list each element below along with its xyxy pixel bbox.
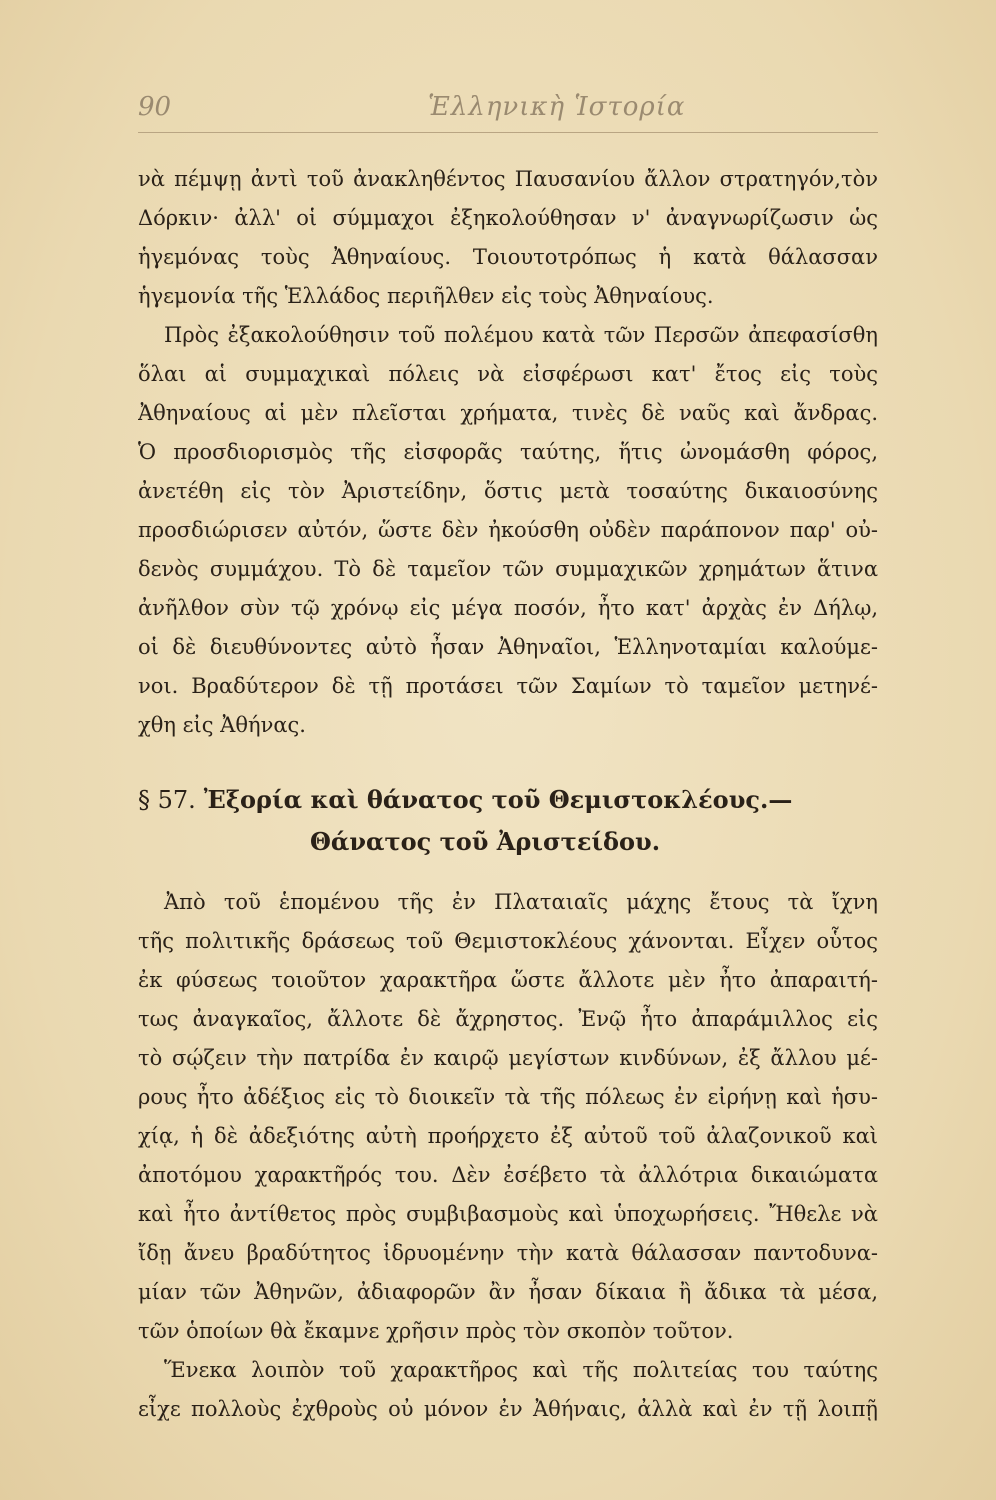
paragraph-4 xyxy=(138,1351,878,1429)
text-line: τῆς πολιτικῆς δράσεως τοῦ Θεμιστοκλέους χάνονται. Εἶχεν οὗτος xyxy=(138,929,878,953)
text-line: ἴδῃ ἄνευ βραδύτητος ἱδρυομένην τὴν κατὰ θάλασσαν παντοδυνα- xyxy=(138,1241,878,1265)
text-line: ὅλαι αἱ συμμαχικαὶ πόλεις νὰ εἰσφέρωσι κατ' ἔτος εἰς τοὺς xyxy=(138,362,878,386)
text-line: Ἀπὸ τοῦ ἑπομένου τῆς ἐν Πλαταιαῖς μάχης ἔτους τὰ ἴχνη xyxy=(164,890,878,914)
text-line: νοι. Βραδύτερον δὲ τῇ προτάσει τῶν Σαμίων τὸ ταμεῖον μετηνέ- xyxy=(138,674,878,698)
text-line: ρους ἦτο ἀδέξιος εἰς τὸ διοικεῖν τὰ τῆς πόλεως ἐν εἰρήνῃ καὶ ἡσυ- xyxy=(138,1085,878,1109)
text-line: τὸ σῴζειν τὴν πατρίδα ἐν καιρῷ μεγίστων κινδύνων, ἐξ ἄλλου μέ- xyxy=(138,1046,878,1070)
paragraph-3 xyxy=(138,883,878,1351)
section-title-line1: Ἐξορία καὶ θάνατος τοῦ Θεμιστοκλέους.— xyxy=(203,785,793,814)
section-number: § 57. xyxy=(138,786,196,814)
text-line: τῶν ὁποίων θὰ ἔκαμνε χρῆσιν πρὸς τὸν σκοπὸν τοῦτον. xyxy=(138,1319,734,1343)
page-number: 90 xyxy=(138,92,172,122)
page-header xyxy=(138,92,878,133)
text-line: χθη εἰς Ἀθήνας. xyxy=(138,713,306,737)
text-line: Πρὸς ἐξακολούθησιν τοῦ πολέμου κατὰ τῶν Περσῶν ἀπεφασίσθη xyxy=(164,323,878,347)
section-heading xyxy=(138,779,878,863)
text-line: ἡγεμονία τῆς Ἑλλάδος περιῆλθεν εἰς τοὺς Ἀθηναίους. xyxy=(138,284,714,308)
text-line: τως ἀναγκαῖος, ἄλλοτε δὲ ἄχρηστος. Ἐνῷ ἦτο ἀπαράμιλλος εἰς xyxy=(138,1007,878,1031)
text-line: προσδιώρισεν αὐτόν, ὥστε δὲν ἠκούσθη οὐδὲν παράπονον παρ' οὐ- xyxy=(138,518,878,542)
text-line: καὶ ἦτο ἀντίθετος πρὸς συμβιβασμοὺς καὶ ὑποχωρήσεις. Ἤθελε νὰ xyxy=(138,1202,878,1226)
text-line: δενὸς συμμάχου. Τὸ δὲ ταμεῖον τῶν συμμαχικῶν χρημάτων ἅτινα xyxy=(138,557,878,581)
running-title: Ἑλληνικὴ Ἱστορία xyxy=(428,92,686,122)
text-line: ἡγεμόνας τοὺς Ἀθηναίους. Τοιουτοτρόπως ἡ κατὰ θάλασσαν xyxy=(138,245,878,269)
text-line: ἀνετέθη εἰς τὸν Ἀριστείδην, ὅστις μετὰ τοσαύτης δικαιοσύνης xyxy=(138,479,878,503)
text-line: Δόρκιν· ἀλλ' οἱ σύμμαχοι ἐξηκολούθησαν ν' ἀναγνωρίζωσιν ὡς xyxy=(138,206,878,230)
page-content xyxy=(138,160,878,1429)
text-line: Ἀθηναίους αἱ μὲν πλεῖσται χρήματα, τινὲς δὲ ναῦς καὶ ἄνδρας. xyxy=(138,401,878,425)
text-line: νὰ πέμψῃ ἀντὶ τοῦ ἀνακληθέντος Παυσανίου ἄλλον στρατηγόν,τὸν xyxy=(138,167,878,191)
paragraph-2 xyxy=(138,316,878,745)
text-line: εἶχε πολλοὺς ἐχθροὺς οὐ μόνον ἐν Ἀθήναις, ἀλλὰ καὶ ἐν τῇ λοιπῇ xyxy=(138,1397,878,1421)
text-line: ἀνῆλθον σὺν τῷ χρόνῳ εἰς μέγα ποσόν, ἦτο κατ' ἀρχὰς ἐν Δήλῳ, xyxy=(138,596,878,620)
paragraph-1 xyxy=(138,160,878,316)
text-line: Ἕνεκα λοιπὸν τοῦ χαρακτῆρος καὶ τῆς πολιτείας του ταύτης xyxy=(164,1358,878,1382)
text-line: ἐκ φύσεως τοιοῦτον χαρακτῆρα ὥστε ἄλλοτε μὲν ἦτο ἀπαραιτή- xyxy=(138,968,878,992)
text-line: οἱ δὲ διευθύνοντες αὐτὸ ἦσαν Ἀθηναῖοι, Ἑλληνοταμίαι καλούμε- xyxy=(138,635,878,659)
text-line: μίαν τῶν Ἀθηνῶν, ἀδιαφορῶν ἂν ἦσαν δίκαια ἢ ἄδικα τὰ μέσα, xyxy=(138,1280,878,1304)
text-line: χίᾳ, ἡ δὲ ἀδεξιότης αὐτὴ προήρχετο ἐξ αὐτοῦ τοῦ ἀλαζονικοῦ καὶ xyxy=(138,1124,878,1148)
text-line: ἀποτόμου χαρακτῆρός του. Δὲν ἐσέβετο τὰ ἀλλότρια δικαιώματα xyxy=(138,1163,878,1187)
section-title-line2: Θάνατος τοῦ Ἀριστείδου. xyxy=(310,827,661,856)
text-line: Ὁ προσδιορισμὸς τῆς εἰσφορᾶς ταύτης, ἥτις ὠνομάσθη φόρος, xyxy=(138,440,878,464)
